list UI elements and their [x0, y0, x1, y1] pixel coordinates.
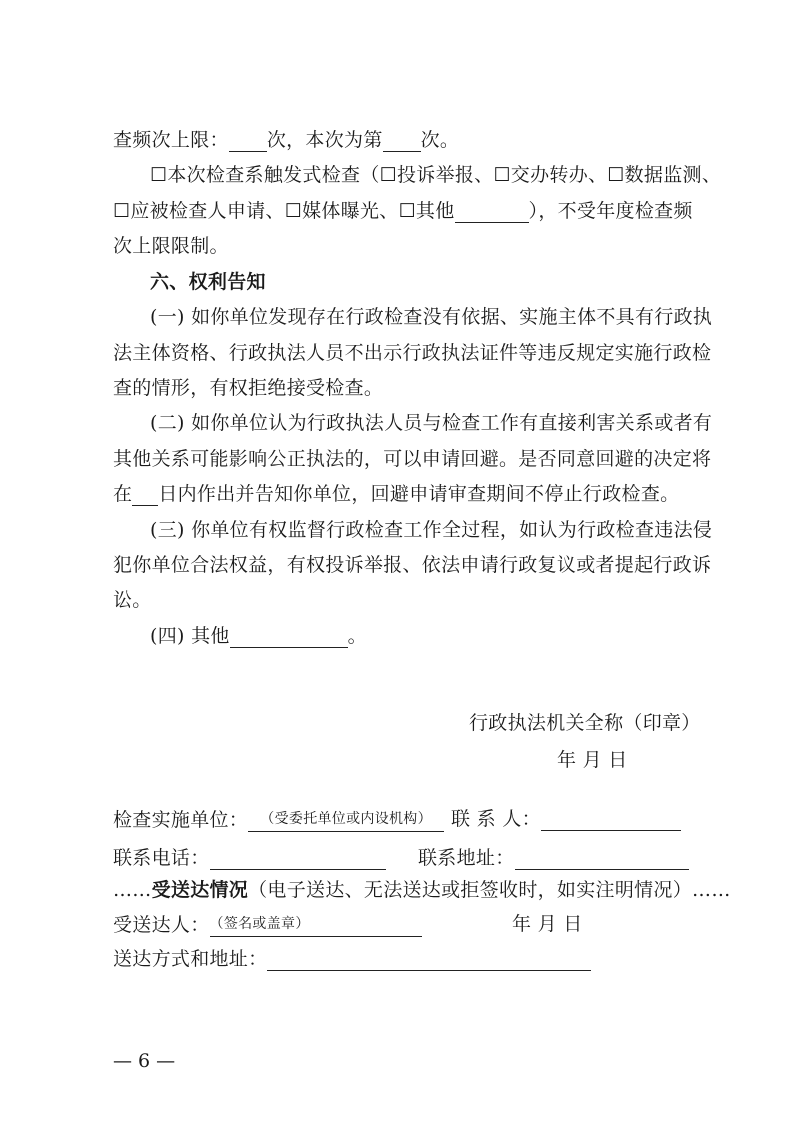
frequency-suffix: 次。: [420, 129, 460, 151]
delivery-status-line: [113, 878, 731, 902]
recipient-date: 年 月 日: [512, 913, 583, 935]
recipient-label: 受送达人：: [113, 914, 210, 936]
frequency-limit-blank: [229, 131, 267, 152]
frequency-mid: 次，本次为第: [266, 129, 383, 151]
frequency-line: [113, 128, 459, 152]
rights-p2-line-3: [113, 482, 679, 506]
rights-p1-line-1: (一) 如你单位发现存在行政检查没有依据、实施主体不具有行政执: [150, 306, 713, 328]
rights-p4-label: (四) 其他: [150, 625, 230, 647]
rights-p4: [150, 624, 367, 648]
rights-p2-line-3b: 日内作出并告知你单位，回避申请审查期间不停止行政检查。: [158, 483, 680, 505]
delivery-status-title: 受送达情况: [151, 879, 249, 901]
rights-p2-line-3a: 在: [113, 483, 133, 505]
phone-row: [113, 846, 386, 870]
authority-seal-line: 行政执法机关全称（印章）: [469, 712, 701, 734]
trigger-line-2a: ☐应被检查人申请、☐媒体曝光、☐其他: [113, 200, 455, 222]
recipient-field[interactable]: （签名或盖章）: [210, 912, 422, 937]
phone-field[interactable]: [210, 849, 386, 870]
rights-p4-end: 。: [347, 625, 367, 647]
address-row: [418, 846, 689, 870]
rights-other-blank: [230, 627, 348, 648]
section-title: 六、权利告知: [150, 271, 266, 293]
trigger-line-2b: ），不受年度检查频: [528, 200, 693, 222]
contact-person-row: [451, 807, 681, 831]
delivery-prefix: ……: [113, 879, 152, 901]
page-number: — 6 —: [113, 1050, 176, 1072]
rights-p3-line-3: 讼。: [113, 589, 152, 611]
trigger-line-3: 次上限限制。: [113, 235, 229, 257]
signature-date: 年 月 日: [557, 749, 628, 771]
inspection-unit-field[interactable]: （受委托单位或内设机构）: [248, 807, 444, 832]
delivery-status-note: （电子送达、无法送达或拒签收时，如实注明情况）……: [248, 879, 731, 901]
rights-p2-line-2: 其他关系可能影响公正执法的，可以申请回避。是否同意回避的决定将: [113, 448, 712, 470]
inspection-unit-label: 检查实施单位：: [113, 809, 249, 831]
frequency-prefix: 查频次上限：: [113, 129, 229, 151]
rights-p3-line-2: 犯你单位合法权益，有权投诉举报、依法申请行政复议或者提起行政诉: [113, 554, 712, 576]
phone-label: 联系电话：: [113, 847, 210, 869]
trigger-line-1: ☐本次检查系触发式检查（☐投诉举报、☐交办转办、☐数据监测、: [150, 164, 722, 186]
delivery-method-label: 送达方式和地址：: [113, 948, 268, 970]
rights-p1-line-2: 法主体资格、行政执法人员不出示行政执法证件等违反规定实施行政检: [113, 342, 712, 364]
delivery-method-row: [113, 947, 591, 971]
rights-p2-line-1: (二) 如你单位认为行政执法人员与检查工作有直接利害关系或者有: [150, 412, 713, 434]
address-field[interactable]: [515, 849, 689, 870]
inspection-unit-row: [113, 807, 444, 832]
rights-p3-line-1: (三) 你单位有权监督行政检查工作全过程，如认为行政检查违法侵: [150, 519, 713, 541]
address-label: 联系地址：: [418, 847, 515, 869]
contact-person-field[interactable]: [541, 810, 681, 831]
frequency-count-blank: [383, 131, 421, 152]
other-blank: [455, 202, 529, 223]
trigger-line-2: [113, 199, 693, 223]
days-blank: [132, 485, 158, 506]
rights-p1-line-3: 查的情形，有权拒绝接受检查。: [113, 377, 384, 399]
contact-person-label: 联 系 人：: [451, 808, 541, 830]
delivery-method-field[interactable]: [267, 950, 591, 971]
recipient-row: [113, 912, 422, 937]
